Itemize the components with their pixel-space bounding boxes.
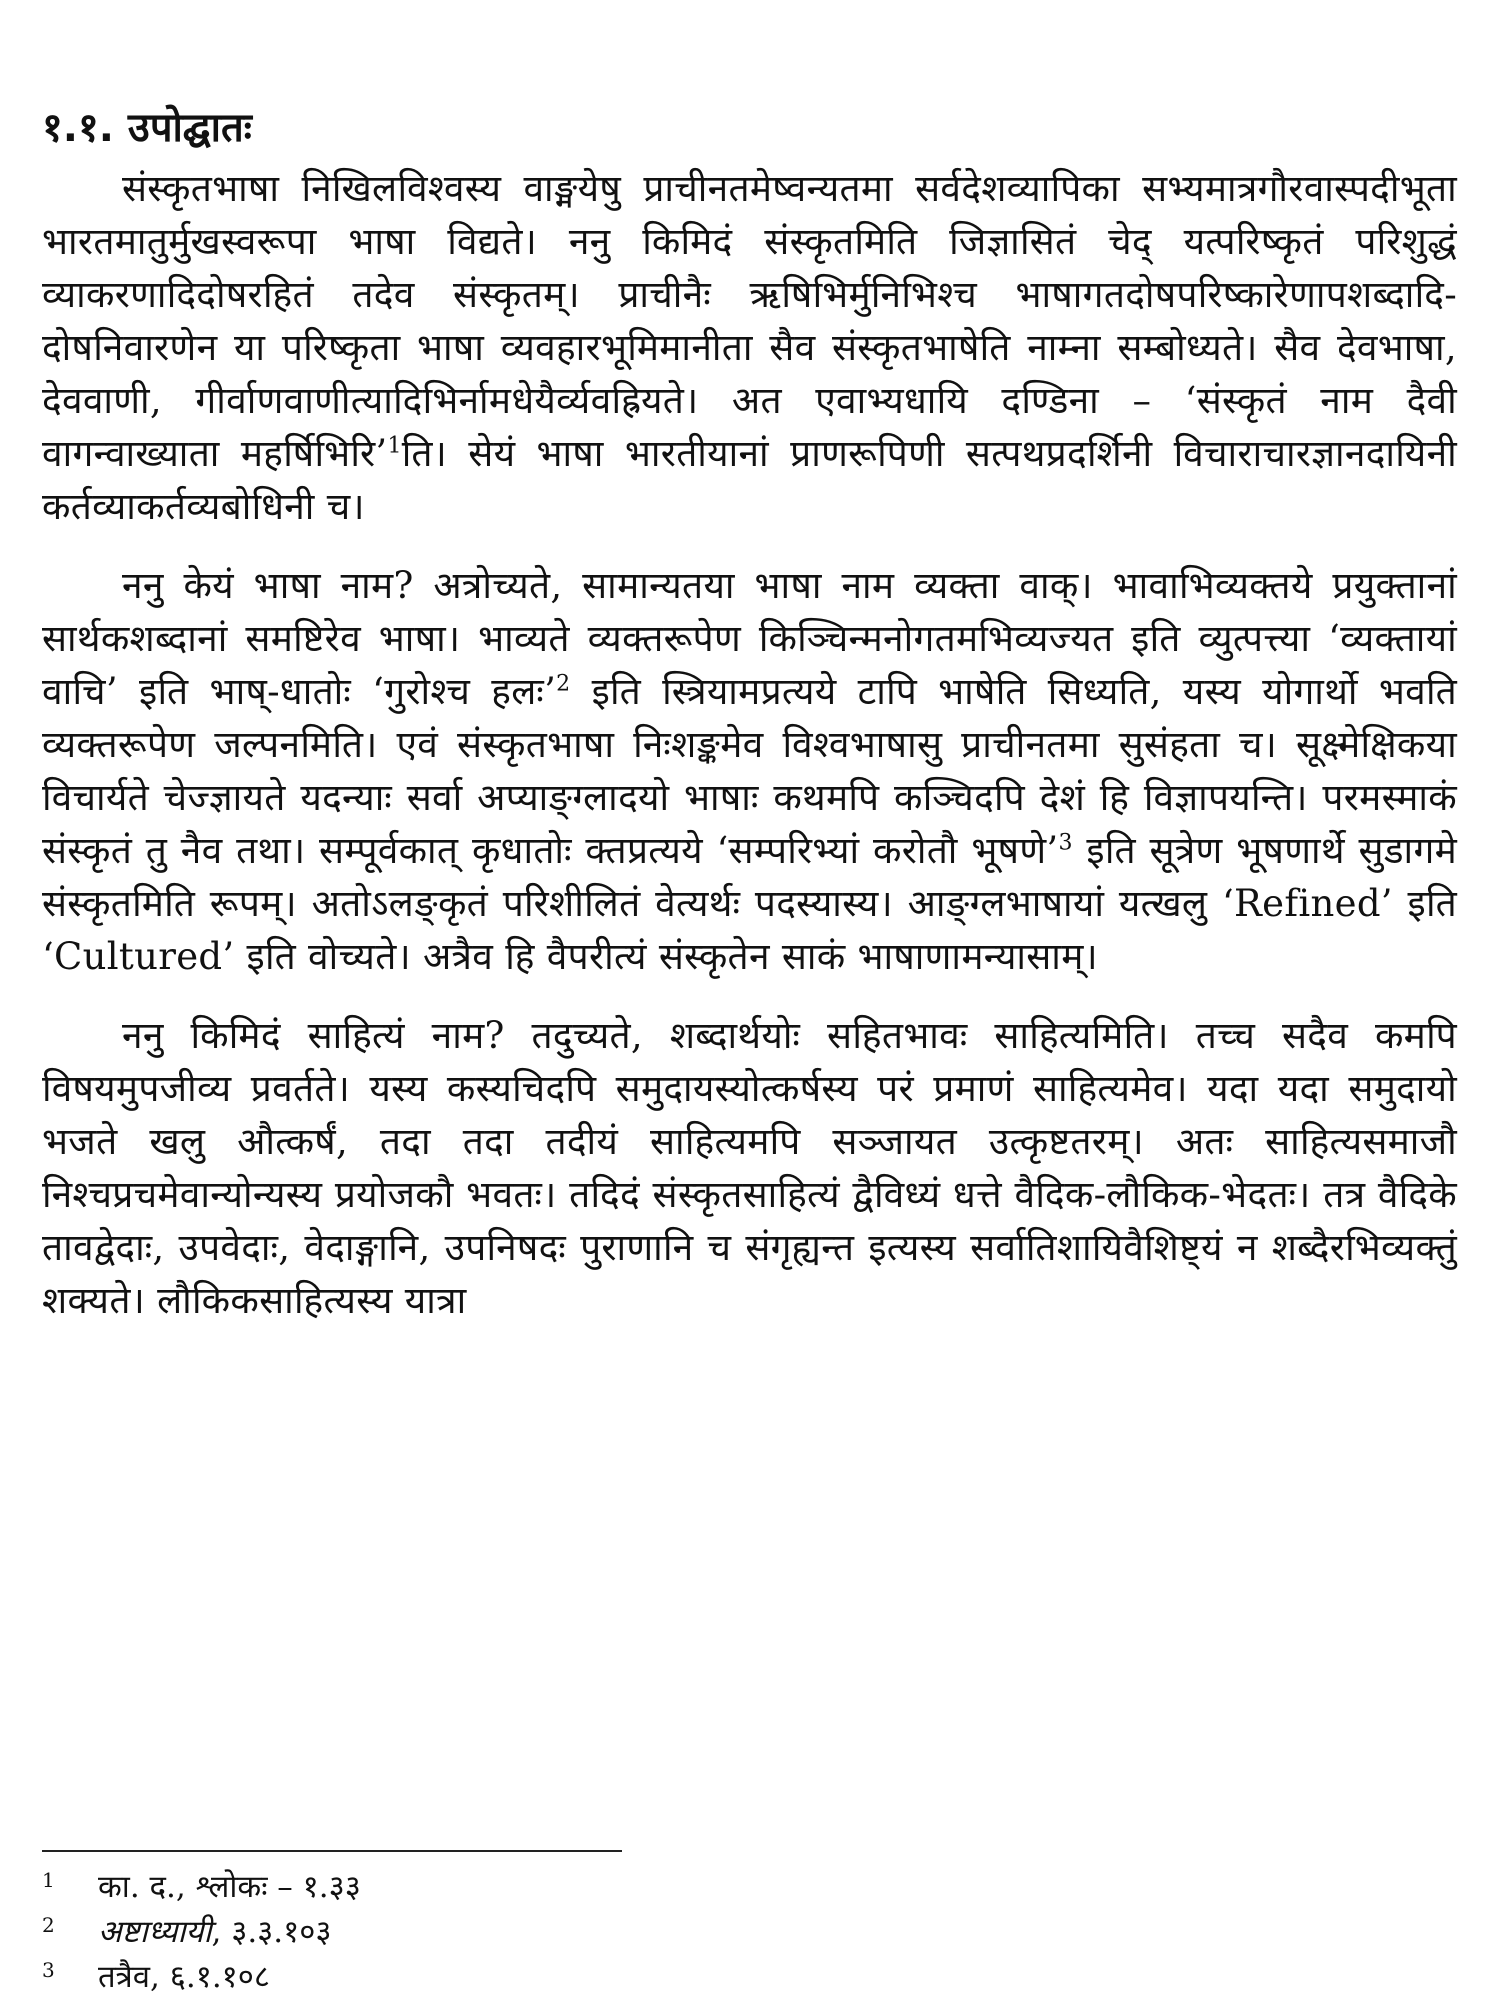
- paragraph-2: [42, 559, 1457, 983]
- footnote-ref: 3: [1058, 830, 1073, 856]
- footnote-divider: [42, 1850, 622, 1852]
- page-body: [42, 100, 1457, 1353]
- footnote-text: [98, 1866, 361, 1908]
- footnote-number: 2: [42, 1913, 55, 1937]
- paragraph-text: ति। सेयं भाषा भारतीयानां प्राणरूपिणी सत्पथप्रदर्शिनी विचाराचारज्ञानदायिनी कर्तव्याकर्तव्यबोधिनी च।: [42, 432, 1457, 528]
- footnote-item: [42, 1911, 942, 1956]
- paragraph-text: इति सूत्रेण भूषणार्थे सुडागमे संस्कृतमिति रूपम्। अतोऽलङ्कृतं परिशीलितं वेत्यर्थः पदस्यास्य। आङ्ग्लभाषायां यत्खलु ‘Refined’ इति ‘Cultured’ इति वोच्यते। अत्रैव हि वैपरीत्यं संस्कृतेन साकं भाषाणामन्यासाम्।: [42, 829, 1457, 978]
- footnote-italic: अष्टाध्यायी: [98, 1914, 212, 1950]
- footnote-plain: का. द., श्लोकः – १.३३: [98, 1869, 361, 1905]
- footnote-item: [42, 1956, 942, 2001]
- paragraph-text: ननु केयं भाषा नाम? अत्रोच्यते, सामान्यतया भाषा नाम व्यक्ता वाक्। भावाभिव्यक्तये प्रयुक्तानां सार्थकशब्दानां समष्टिरेव भाषा। भाव्यते व्यक्तरूपेण किञ्चिन्मनोगतमभिव्यज्यत इति व्युत्पत्त्या ‘व्यक्तायां वाचि’ इति भाष्-धातोः ‘गुरोश्च हलः’: [42, 564, 1457, 713]
- paragraph-text: संस्कृतभाषा निखिलविश्वस्य वाङ्मयेषु प्राचीनतमेष्वन्यतमा सर्वदेशव्यापिका सभ्यमात्रगौरवास्पदीभूता भारतमातुर्मुखस्वरूपा भाषा विद्यते। ननु किमिदं संस्कृतमिति जिज्ञासितं चेद् यत्परिष्कृतं परिशुद्धं व्याकरणादिदोषरहितं तदेव संस्कृतम्। प्राचीनैः ऋषिभिर्मुनिभिश्च भाषागतदोषपरिष्कारेणापशब्दादि-दोषनिवारणेन या परिष्कृता भाषा व्यवहारभूमिमानीता सैव संस्कृतभाषेति नाम्ना सम्बोध्यते। सैव देवभाषा, देववाणी, गीर्वाणवाणीत्यादिभिर्नामधेयैर्व्यवह्रियते। अत एवाभ्यधायि दण्डिना – ‘संस्कृतं नाम दैवी वागन्वाख्याता महर्षिभिरि’: [42, 167, 1457, 475]
- footnote-ref: 1: [387, 433, 402, 459]
- footnote-text: [98, 1911, 332, 1953]
- footnote-number: 3: [42, 1958, 55, 1982]
- footnote-ref: 2: [556, 671, 571, 697]
- paragraph-3: [42, 1009, 1457, 1327]
- footnote-number: 1: [42, 1868, 55, 1892]
- paragraph-text: ननु किमिदं साहित्यं नाम? तदुच्यते, शब्दार्थयोः सहितभावः साहित्यमिति। तच्च सदैव कमपि विषयमुपजीव्य प्रवर्तते। यस्य कस्यचिदपि समुदायस्योत्कर्षस्य परं प्रमाणं साहित्यमेव। यदा यदा समुदायो भजते खलु औत्कर्षं, तदा तदा तदीयं साहित्यमपि सञ्जायत उत्कृष्टतरम्। अतः साहित्यसमाजौ निश्चप्रचमेवान्योन्यस्य प्रयोजकौ भवतः। तदिदं संस्कृतसाहित्यं द्वैविध्यं धत्ते वैदिक-लौकिक-भेदतः। तत्र वैदिके तावद्वेदाः, उपवेदाः, वेदाङ्गानि, उपनिषदः पुराणानि च संगृह्यन्त इत्यस्य सर्वातिशायिवैशिष्ट्यं न शब्दैरभिव्यक्तुं शक्यते। लौकिकसाहित्यस्य यात्रा: [42, 1014, 1457, 1322]
- section-heading: १.१. उपोद्घातः: [42, 105, 252, 151]
- paragraph-text: इति स्त्रियामप्रत्यये टापि भाषेति सिध्यति, यस्य योगार्थो भवति व्यक्तरूपेण जल्पनमिति। एवं संस्कृतभाषा निःशङ्कमेव विश्वभाषासु प्राचीनतमा सुसंहता च। सूक्ष्मेक्षिकया विचार्यते चेज्ज्ञायते यदन्याः सर्वा अप्याङ्ग्लादयो भाषाः कथमपि कञ्चिदपि देशं हि विज्ञापयन्ति। परमस्माकं संस्कृतं तु नैव तथा। सम्पूर्वकात् कृधातोः क्तप्रत्यये ‘सम्परिभ्यां करोतौ भूषणे’: [42, 670, 1457, 872]
- footnote-item: [42, 1866, 942, 1911]
- footnote-plain: , ३.३.१०३: [211, 1914, 332, 1950]
- footnote-plain: तत्रैव, ६.१.१०८: [98, 1959, 271, 1995]
- paragraph-1: [42, 162, 1457, 533]
- footnote-text: [98, 1956, 270, 1998]
- footnotes: [42, 1866, 942, 2001]
